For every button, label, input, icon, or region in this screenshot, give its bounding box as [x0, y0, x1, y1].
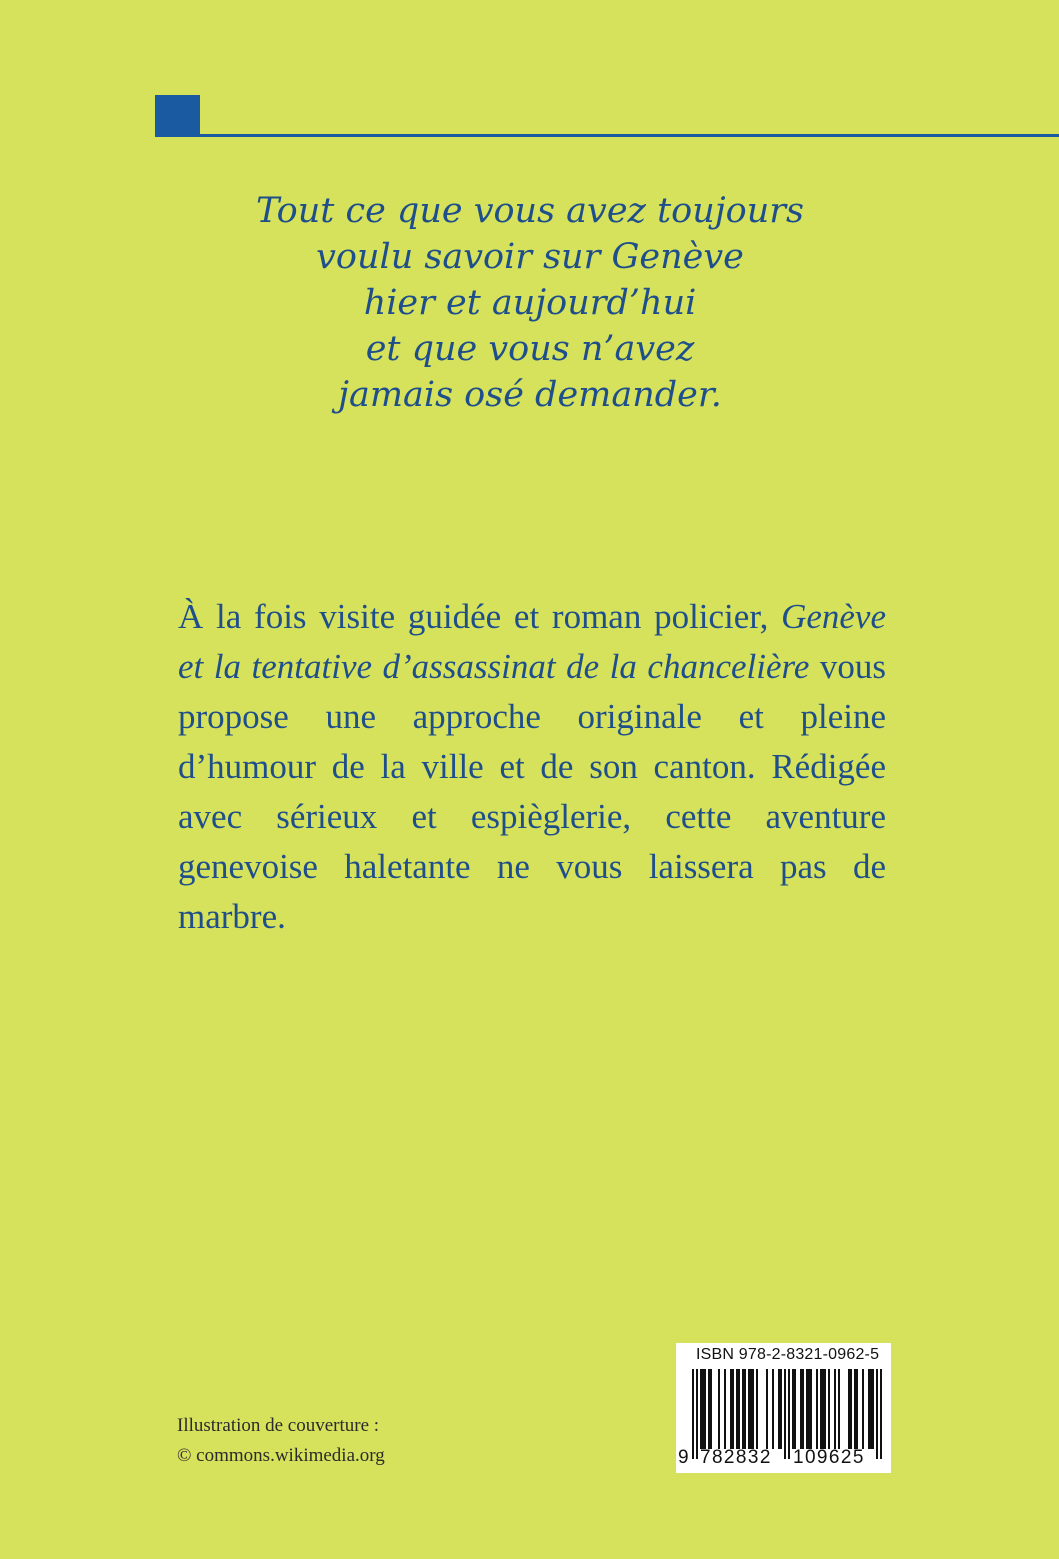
barcode-digit-first: 9 [678, 1447, 689, 1468]
tagline-line: hier et aujourd’hui [363, 283, 697, 323]
barcode-bar [862, 1369, 864, 1449]
barcode-bar [808, 1369, 810, 1449]
barcode-bar [806, 1369, 808, 1449]
barcode-bar [718, 1369, 720, 1449]
barcode-bar [824, 1369, 826, 1449]
barcode-bar [784, 1369, 786, 1459]
barcode-bar [772, 1369, 774, 1449]
barcode-bar [702, 1369, 704, 1449]
barcode-bar [794, 1369, 796, 1449]
barcode-bar [724, 1369, 726, 1449]
barcode-bar [838, 1369, 840, 1449]
barcode-bar [756, 1369, 758, 1449]
tagline [150, 188, 910, 418]
barcode-digits-right: 109625 [793, 1447, 865, 1468]
isbn-barcode [676, 1343, 891, 1473]
barcode-bar [708, 1369, 710, 1449]
barcode-bar [810, 1369, 812, 1449]
header-accent-square [155, 95, 200, 137]
barcode-bar [780, 1369, 782, 1449]
barcode-bar [692, 1369, 694, 1459]
barcode-bar [766, 1369, 768, 1449]
barcode-bar [738, 1369, 740, 1449]
blurb-intro: À la fois visite guidée et roman policier, [178, 597, 769, 636]
barcode-bar [704, 1369, 706, 1449]
barcode-bar [856, 1369, 858, 1449]
barcode-bar [850, 1369, 852, 1449]
credit-line-2: © commons.wikimedia.org [177, 1445, 385, 1466]
barcode-bar [876, 1369, 878, 1459]
blurb-book-title: Genève et la tentative d’assassinat de la chancelière [178, 597, 886, 686]
barcode-bar [788, 1369, 790, 1459]
barcode-bar [854, 1369, 856, 1449]
header-rule [200, 134, 1059, 137]
isbn-label: ISBN 978-2-8321-0962-5 [696, 1346, 880, 1363]
tagline-line: jamais osé demander. [338, 375, 722, 415]
barcode-bar [816, 1369, 818, 1449]
barcode-bar [736, 1369, 738, 1449]
illustration-credit [177, 1411, 385, 1471]
barcode-bar [710, 1369, 712, 1449]
blurb-body: vous propose une approche originale et pleine d’humour de la ville et de son canton. Rédigée avec sérieux et espièglerie, cette aventure genevoise haletante ne vous laissera pas de marbre. [178, 647, 886, 936]
barcode-bar [750, 1369, 752, 1449]
barcode-bar [870, 1369, 872, 1449]
tagline-line: voulu savoir sur Genève [316, 237, 744, 277]
tagline-line: Tout ce que vous avez toujours [256, 191, 804, 231]
barcode-bar [820, 1369, 822, 1449]
barcode-bar [872, 1369, 874, 1449]
barcode-bar [834, 1369, 836, 1449]
barcode-bar [880, 1369, 882, 1459]
barcode-bar [752, 1369, 754, 1449]
barcode-bar [700, 1369, 702, 1449]
credit-line-1: Illustration de couverture : [177, 1415, 380, 1436]
book-blurb [178, 592, 886, 942]
barcode-bar [696, 1369, 698, 1459]
barcode-bar [868, 1369, 870, 1449]
barcode-bar [748, 1369, 750, 1449]
barcode-digits-left: 782832 [700, 1447, 772, 1468]
barcode-bar [732, 1369, 734, 1449]
tagline-line: et que vous n’avez [365, 329, 695, 369]
barcode-bar [802, 1369, 804, 1449]
barcode-bar [822, 1369, 824, 1449]
barcode-bar [744, 1369, 746, 1449]
barcode-bar [828, 1369, 830, 1449]
barcode-bar [730, 1369, 732, 1449]
barcode-bar [792, 1369, 794, 1449]
barcode-bar [800, 1369, 802, 1449]
barcode-bar [848, 1369, 850, 1449]
barcode-bar [742, 1369, 744, 1449]
barcode-bar [778, 1369, 780, 1449]
